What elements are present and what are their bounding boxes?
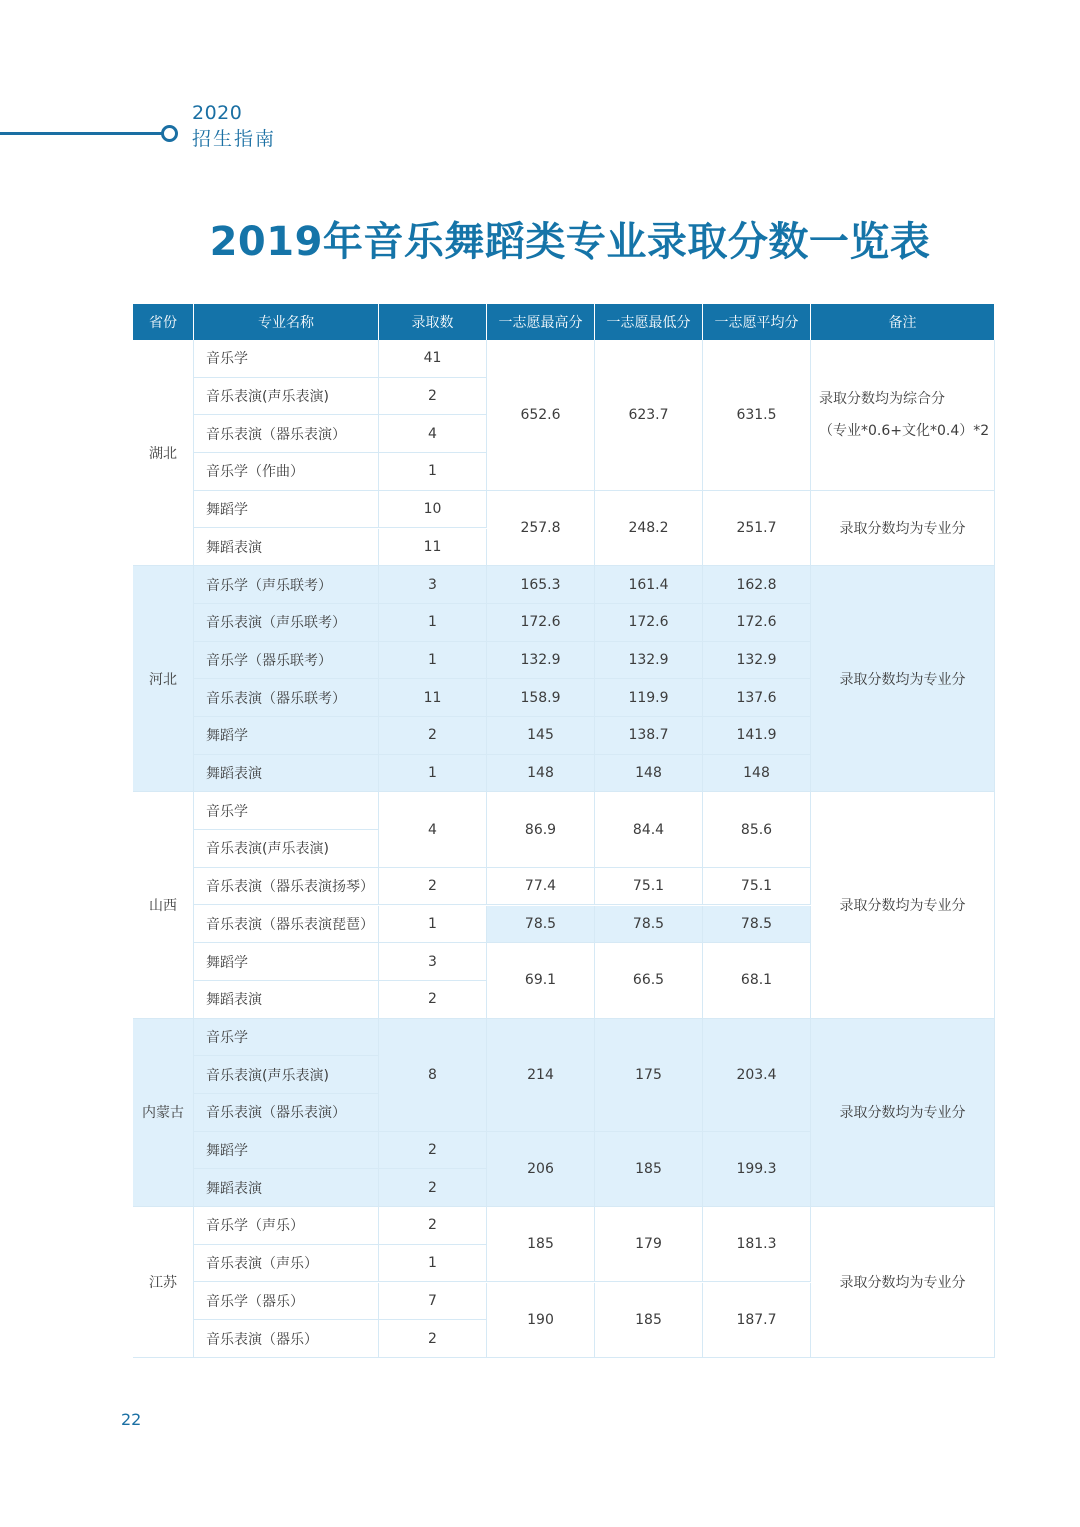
header-subtitle: 招生指南 <box>192 128 277 150</box>
province-cell: 江苏 <box>133 1207 194 1358</box>
note-cell: 录取分数均为专业分 <box>811 792 995 1018</box>
min-score-cell: 78.5 <box>595 906 703 944</box>
major-cell: 音乐学（器乐） <box>194 1283 379 1321</box>
max-score-cell: 86.9 <box>487 792 595 867</box>
avg-score-cell: 75.1 <box>703 868 811 906</box>
major-cell: 舞蹈学 <box>194 717 379 755</box>
avg-score-cell: 181.3 <box>703 1207 811 1282</box>
avg-score-cell: 251.7 <box>703 491 811 566</box>
column-header-province: 省份 <box>133 304 194 340</box>
avg-score-cell: 631.5 <box>703 340 811 491</box>
major-cell: 音乐表演(声乐表演) <box>194 1056 379 1094</box>
min-score-cell: 161.4 <box>595 566 703 604</box>
count-cell: 1 <box>379 906 487 944</box>
count-cell: 2 <box>379 981 487 1019</box>
max-score-cell: 158.9 <box>487 679 595 717</box>
column-header-count: 录取数 <box>379 304 487 340</box>
max-score-cell: 257.8 <box>487 491 595 566</box>
max-score-cell: 652.6 <box>487 340 595 491</box>
count-cell: 1 <box>379 642 487 680</box>
major-cell: 音乐学（器乐联考） <box>194 642 379 680</box>
count-cell: 11 <box>379 679 487 717</box>
avg-score-cell: 85.6 <box>703 792 811 867</box>
major-cell: 音乐表演（器乐） <box>194 1320 379 1358</box>
count-cell: 2 <box>379 868 487 906</box>
header-year: 2020 <box>192 102 243 124</box>
note-line: （专业*0.6+文化*0.4）*2 <box>819 422 990 439</box>
count-cell: 2 <box>379 1207 487 1245</box>
avg-score-cell: 68.1 <box>703 943 811 1018</box>
min-score-cell: 132.9 <box>595 642 703 680</box>
min-score-cell: 119.9 <box>595 679 703 717</box>
major-cell: 舞蹈学 <box>194 943 379 981</box>
max-score-cell: 206 <box>487 1132 595 1207</box>
count-cell: 7 <box>379 1283 487 1321</box>
major-cell: 音乐学 <box>194 340 379 378</box>
min-score-cell: 148 <box>595 755 703 793</box>
count-cell: 41 <box>379 340 487 378</box>
note-cell <box>811 340 995 491</box>
min-score-cell: 66.5 <box>595 943 703 1018</box>
column-header-min-score: 一志愿最低分 <box>595 304 703 340</box>
note-cell: 录取分数均为专业分 <box>811 566 995 792</box>
max-score-cell: 190 <box>487 1283 595 1358</box>
major-cell: 音乐学（作曲） <box>194 453 379 491</box>
count-cell: 10 <box>379 491 487 529</box>
min-score-cell: 179 <box>595 1207 703 1282</box>
avg-score-cell: 162.8 <box>703 566 811 604</box>
max-score-cell: 148 <box>487 755 595 793</box>
avg-score-cell: 172.6 <box>703 604 811 642</box>
avg-score-cell: 148 <box>703 755 811 793</box>
count-cell: 3 <box>379 943 487 981</box>
count-cell: 1 <box>379 1245 487 1283</box>
max-score-cell: 69.1 <box>487 943 595 1018</box>
note-cell: 录取分数均为专业分 <box>811 1207 995 1358</box>
admission-score-table <box>133 304 995 1358</box>
max-score-cell: 172.6 <box>487 604 595 642</box>
major-cell: 舞蹈表演 <box>194 755 379 793</box>
max-score-cell: 77.4 <box>487 868 595 906</box>
max-score-cell: 165.3 <box>487 566 595 604</box>
count-cell: 4 <box>379 415 487 453</box>
major-cell: 音乐表演（器乐联考） <box>194 679 379 717</box>
max-score-cell: 214 <box>487 1019 595 1132</box>
column-header-max-score: 一志愿最高分 <box>487 304 595 340</box>
min-score-cell: 623.7 <box>595 340 703 491</box>
major-cell: 舞蹈表演 <box>194 1169 379 1207</box>
province-cell: 湖北 <box>133 340 194 566</box>
header-rule <box>0 132 162 135</box>
note-line: 录取分数均为综合分 <box>819 390 945 407</box>
count-cell: 1 <box>379 755 487 793</box>
major-cell: 音乐表演（声乐） <box>194 1245 379 1283</box>
avg-score-cell: 137.6 <box>703 679 811 717</box>
avg-score-cell: 141.9 <box>703 717 811 755</box>
header-circle-icon <box>161 125 178 142</box>
province-cell: 山西 <box>133 792 194 1018</box>
major-cell: 音乐学（声乐） <box>194 1207 379 1245</box>
avg-score-cell: 132.9 <box>703 642 811 680</box>
column-header-avg-score: 一志愿平均分 <box>703 304 811 340</box>
major-cell: 音乐学（声乐联考） <box>194 566 379 604</box>
max-score-cell: 185 <box>487 1207 595 1282</box>
major-cell: 音乐表演（器乐表演扬琴） <box>194 868 379 906</box>
count-cell: 2 <box>379 717 487 755</box>
min-score-cell: 75.1 <box>595 868 703 906</box>
count-cell: 8 <box>379 1019 487 1132</box>
min-score-cell: 185 <box>595 1132 703 1207</box>
count-cell: 4 <box>379 792 487 867</box>
major-cell: 音乐学 <box>194 792 379 830</box>
major-cell: 舞蹈学 <box>194 1132 379 1170</box>
major-cell: 音乐表演（器乐表演） <box>194 415 379 453</box>
min-score-cell: 185 <box>595 1283 703 1358</box>
major-cell: 音乐表演（器乐表演琵琶） <box>194 906 379 944</box>
count-cell: 2 <box>379 1320 487 1358</box>
column-header-major: 专业名称 <box>194 304 379 340</box>
count-cell: 2 <box>379 1169 487 1207</box>
min-score-cell: 172.6 <box>595 604 703 642</box>
count-cell: 1 <box>379 453 487 491</box>
avg-score-cell: 78.5 <box>703 906 811 944</box>
major-cell: 音乐表演(声乐表演) <box>194 830 379 868</box>
major-cell: 音乐表演（器乐表演） <box>194 1094 379 1132</box>
max-score-cell: 78.5 <box>487 906 595 944</box>
major-cell: 舞蹈学 <box>194 491 379 529</box>
column-header-note: 备注 <box>811 304 995 340</box>
page-number: 22 <box>121 1410 142 1429</box>
min-score-cell: 138.7 <box>595 717 703 755</box>
major-cell: 音乐表演(声乐表演) <box>194 378 379 416</box>
avg-score-cell: 187.7 <box>703 1283 811 1358</box>
page-title: 2019年音乐舞蹈类专业录取分数一览表 <box>209 219 931 265</box>
avg-score-cell: 203.4 <box>703 1019 811 1132</box>
province-cell: 河北 <box>133 566 194 792</box>
major-cell: 舞蹈表演 <box>194 529 379 567</box>
max-score-cell: 145 <box>487 717 595 755</box>
province-cell: 内蒙古 <box>133 1019 194 1208</box>
count-cell: 1 <box>379 604 487 642</box>
count-cell: 2 <box>379 1132 487 1170</box>
count-cell: 2 <box>379 378 487 416</box>
min-score-cell: 175 <box>595 1019 703 1132</box>
count-cell: 3 <box>379 566 487 604</box>
count-cell: 11 <box>379 529 487 567</box>
major-cell: 音乐表演（声乐联考） <box>194 604 379 642</box>
major-cell: 舞蹈表演 <box>194 981 379 1019</box>
min-score-cell: 248.2 <box>595 491 703 566</box>
major-cell: 音乐学 <box>194 1019 379 1057</box>
max-score-cell: 132.9 <box>487 642 595 680</box>
note-cell: 录取分数均为专业分 <box>811 1019 995 1208</box>
min-score-cell: 84.4 <box>595 792 703 867</box>
note-cell: 录取分数均为专业分 <box>811 491 995 566</box>
avg-score-cell: 199.3 <box>703 1132 811 1207</box>
